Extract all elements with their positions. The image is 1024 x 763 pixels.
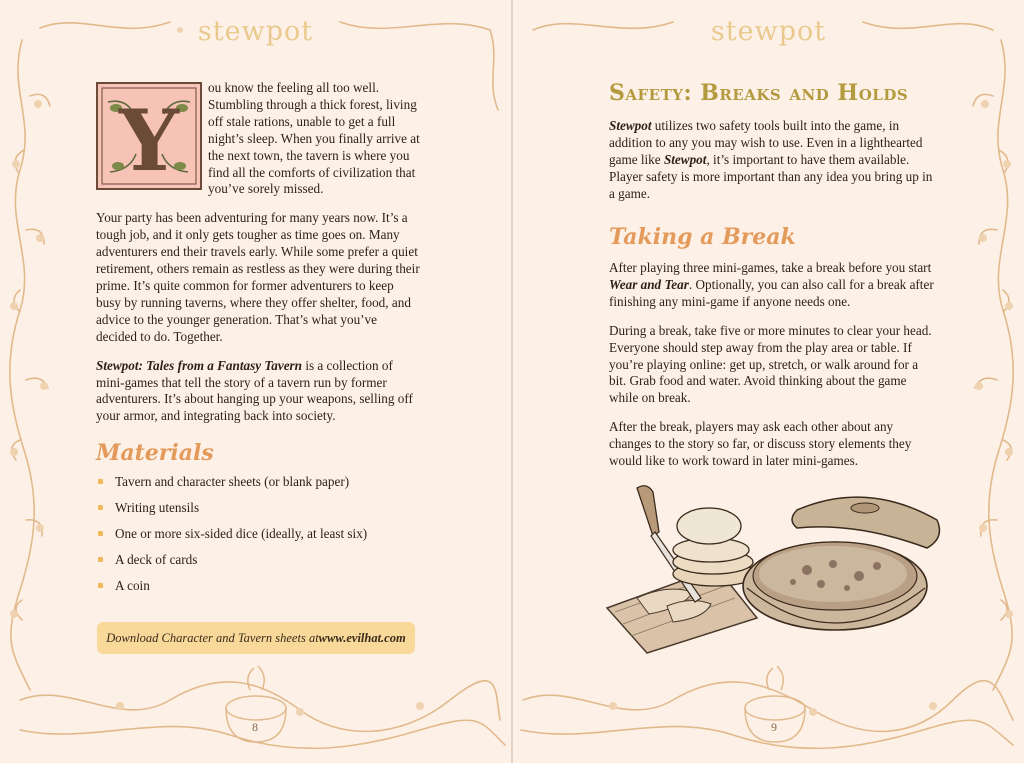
bullet-icon xyxy=(98,479,103,484)
list-item xyxy=(96,578,426,604)
bowl-lid xyxy=(792,497,939,548)
list-item-text: A deck of cards xyxy=(115,552,198,567)
bullet-icon xyxy=(98,505,103,510)
book-title-em: Stewpot: Tales from a Fantasy Tavern xyxy=(96,357,303,373)
list-item-text: Writing utensils xyxy=(115,500,200,515)
stewpot-em-2: Stewpot xyxy=(663,151,707,167)
download-link[interactable]: www.evilhat.com xyxy=(318,630,406,645)
break-paragraph-3: After the break, players may ask each other about any changes to the story so far, or discuss story elements they would like to work toward in later mini-games. xyxy=(609,419,912,469)
break-text-a: After playing three mini-games, take a break before you start xyxy=(609,260,932,275)
break-text-b: . Optionally, you can also call for a break after finishing any mini-game if anyone needs one. xyxy=(609,276,934,309)
materials-heading: Materials xyxy=(96,440,214,466)
break-heading: Taking a Break xyxy=(609,224,796,250)
wear-and-tear-em: Wear and Tear xyxy=(609,276,689,292)
right-page xyxy=(513,0,1024,763)
dropcap-ornament-icon xyxy=(96,82,202,190)
paragraph-collection xyxy=(96,358,420,426)
bullet-icon xyxy=(98,531,103,536)
list-item xyxy=(96,500,426,526)
intro-paragraph: ou know the feeling all too well. Stumbling through a thick forest, living off stale rations, unable to get a full night’s sleep. When you finally arrive at the next town, the tavern is where you find all the comforts of civilization that you’ve sorely missed. xyxy=(208,80,420,197)
safety-text-2: , it’s important to have them available. Player safety is more important than any idea you bring up in a game. xyxy=(609,151,933,201)
page-number: 9 xyxy=(771,720,777,734)
intro-text xyxy=(96,80,420,437)
download-text: Download Character and Tavern sheets at xyxy=(106,630,319,645)
list-item xyxy=(96,552,426,578)
list-item-text: Tavern and character sheets (or blank paper) xyxy=(115,474,350,489)
bullet-icon xyxy=(98,583,103,588)
list-item-text: A coin xyxy=(115,578,150,593)
list-item xyxy=(96,474,426,500)
running-header: stewpot xyxy=(710,16,827,47)
safety-heading: Safety: Breaks and Holds xyxy=(609,80,909,106)
stew-pot-illustration xyxy=(597,478,947,658)
dropcap xyxy=(96,82,202,190)
break-paragraph-2: During a break, take five or more minutes to clear your head. Everyone should step away from the play area or table. If you’re playing online: get up, stretch, or walk around for a bit. Grab food and water. Avoid thinking about the game while on break. xyxy=(609,322,932,406)
paragraph-adventuring: Your party has been adventuring for many years now. It’s a tough job, and it only gets tougher as time goes on. Many adventurers end their travels early. While some prefer a quiet retirement, others remain as restless as they were during their prime. It’s quite common for former adventurers to keep busy by running taverns, where they offer shelter, food, and advice to the younger generation. That’s what you’ve decided to do. Together. xyxy=(96,210,420,344)
bullet-icon xyxy=(98,557,103,562)
list-item-text: One or more six-sided dice (ideally, at least six) xyxy=(115,526,368,541)
safety-paragraph xyxy=(609,118,933,203)
left-page xyxy=(0,0,511,763)
materials-list xyxy=(96,474,426,604)
stewpot-em: Stewpot xyxy=(609,118,652,133)
safety-text-1: utilizes two safety tools built into the game, in addition to any you may wish to use. Even in a lighthearted game like xyxy=(609,118,923,167)
break-paragraph-1 xyxy=(609,260,935,311)
dropcap-letter: Y xyxy=(119,91,179,190)
break-text xyxy=(609,260,935,482)
paragraph-collection-rest: is a collection of mini-games that tell the story of a tavern run by former adventurers. It’s about hanging up your weapons, selling off your armor, and integrating back into society. xyxy=(96,357,413,424)
stew-bowl xyxy=(743,542,927,630)
running-header: stewpot xyxy=(197,16,314,47)
download-callout xyxy=(97,622,415,654)
list-item xyxy=(96,526,426,552)
bread-stack xyxy=(673,508,757,586)
page-number: 8 xyxy=(252,720,258,734)
safety-intro xyxy=(609,118,933,215)
